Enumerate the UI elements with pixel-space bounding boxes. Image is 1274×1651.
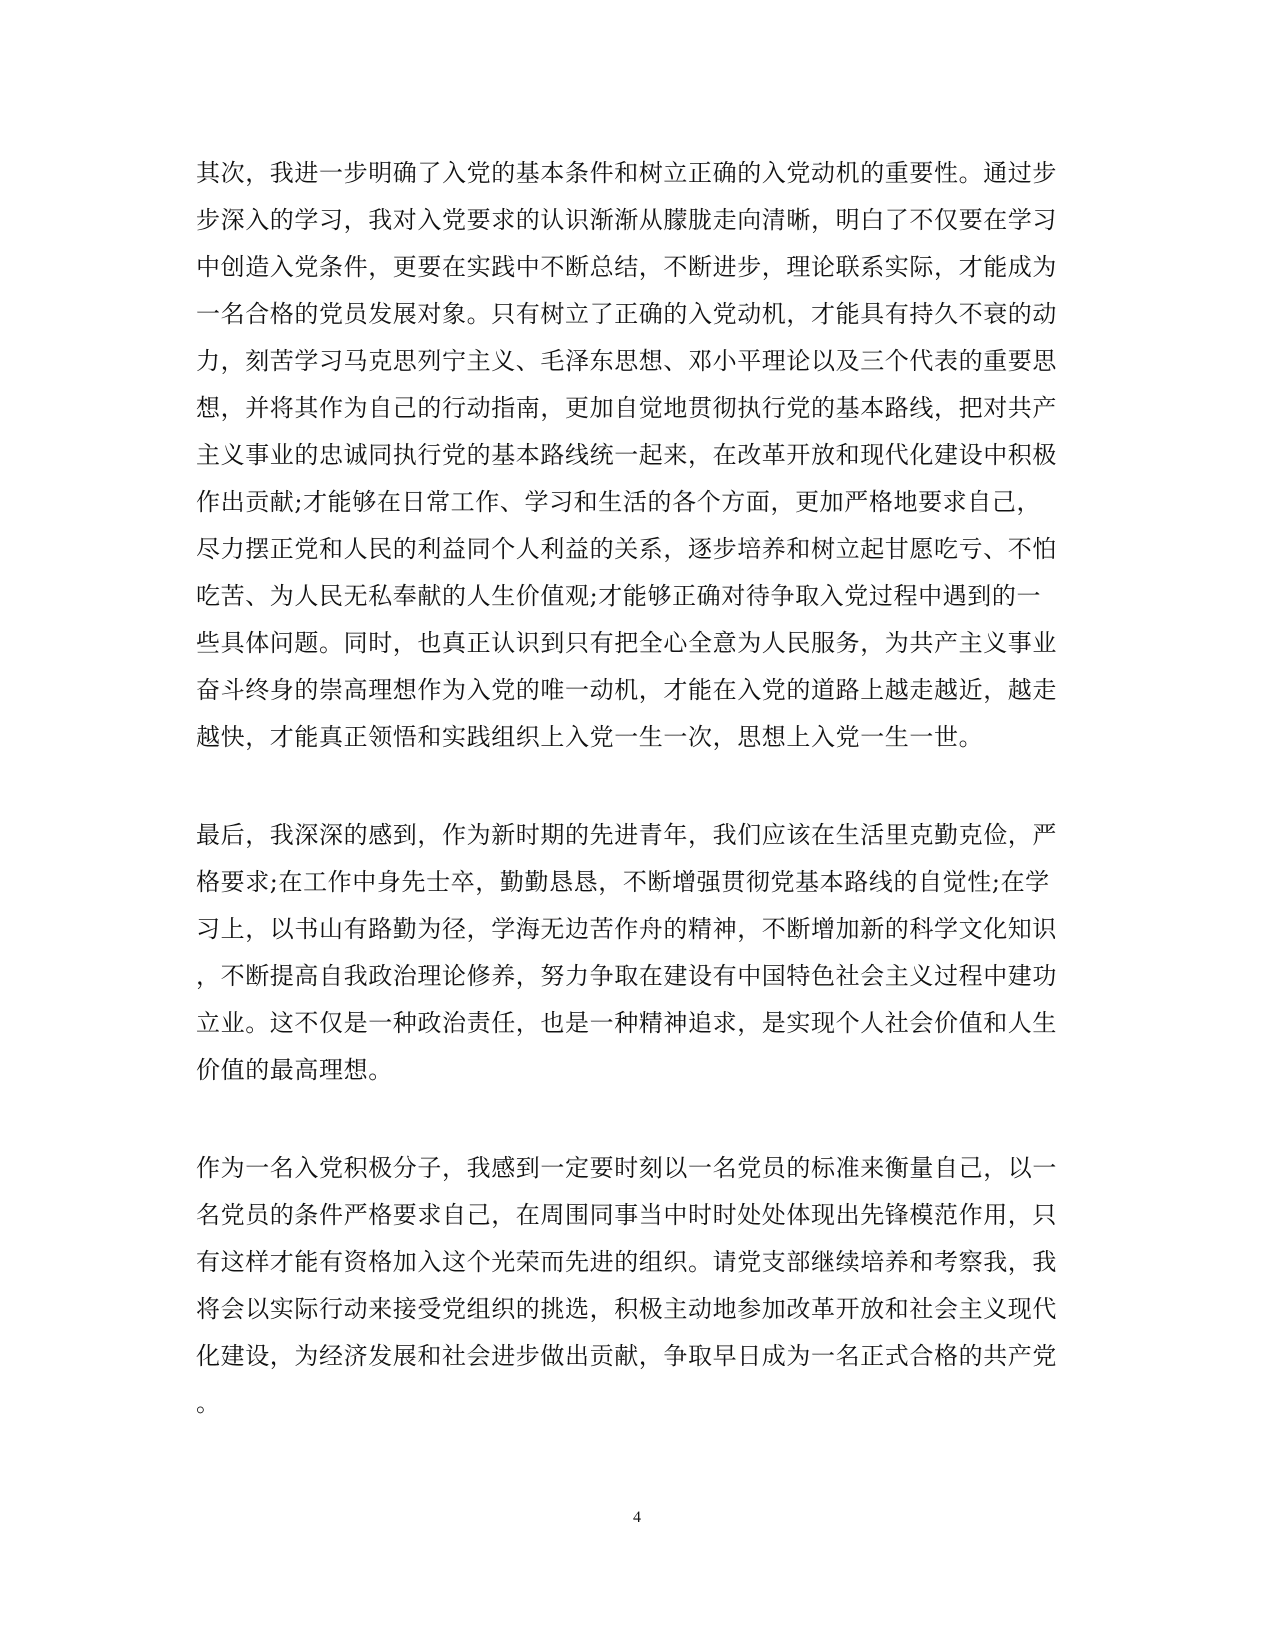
paragraph-line: 习上，以书山有路勤为径，学海无边苦作舟的精神，不断增加新的科学文化知识	[196, 915, 1057, 943]
paragraph-line: 价值的最高理想。	[196, 1056, 393, 1084]
paragraph-line: 格要求;在工作中身先士卒，勤勤恳恳，不断增强贯彻党基本路线的自觉性;在学	[196, 868, 1050, 896]
paragraph-line: 名党员的条件严格要求自己，在周围同事当中时时处处体现出先锋模范作用，只	[196, 1201, 1057, 1229]
paragraph-line: 。	[196, 1389, 221, 1417]
paragraph-line: 其次，我进一步明确了入党的基本条件和树立正确的入党动机的重要性。通过步	[196, 159, 1057, 187]
paragraph-line: 一名合格的党员发展对象。只有树立了正确的入党动机，才能具有持久不衰的动	[196, 300, 1057, 328]
paragraph-line: 将会以实际行动来接受党组织的挑选，积极主动地参加改革开放和社会主义现代	[196, 1295, 1057, 1323]
paragraph-line: 想，并将其作为自己的行动指南，更加自觉地贯彻执行党的基本路线，把对共产	[196, 394, 1057, 422]
paragraph-line: 些具体问题。同时，也真正认识到只有把全心全意为人民服务，为共产主义事业	[196, 629, 1057, 657]
paragraph-line: 作出贡献;才能够在日常工作、学习和生活的各个方面，更加严格地要求自己，	[196, 488, 1042, 516]
paragraph-line: 中创造入党条件，更要在实践中不断总结，不断进步，理论联系实际，才能成为	[196, 253, 1057, 281]
paragraph-line: 力，刻苦学习马克思列宁主义、毛泽东思想、邓小平理论以及三个代表的重要思	[196, 347, 1057, 375]
page-number: 4	[633, 1509, 641, 1526]
paragraph-line: 吃苦、为人民无私奉献的人生价值观;才能够正确对待争取入党过程中遇到的一	[196, 582, 1042, 610]
paragraph-line: 有这样才能有资格加入这个光荣而先进的组织。请党支部继续培养和考察我，我	[196, 1248, 1057, 1276]
paragraph-line: 最后，我深深的感到，作为新时期的先进青年，我们应该在生活里克勤克俭，严	[196, 821, 1057, 849]
paragraph-line: 立业。这不仅是一种政治责任，也是一种精神追求，是实现个人社会价值和人生	[196, 1009, 1057, 1037]
paragraph-line: 主义事业的忠诚同执行党的基本路线统一起来，在改革开放和现代化建设中积极	[196, 441, 1057, 469]
paragraph-line: 尽力摆正党和人民的利益同个人利益的关系，逐步培养和树立起甘愿吃亏、不怕	[196, 535, 1057, 563]
paragraph-line: 奋斗终身的崇高理想作为入党的唯一动机，才能在入党的道路上越走越近，越走	[196, 676, 1057, 704]
paragraph-line: ，不断提高自我政治理论修养，努力争取在建设有中国特色社会主义过程中建功	[196, 962, 1057, 990]
paragraph-line: 作为一名入党积极分子，我感到一定要时刻以一名党员的标准来衡量自己，以一	[196, 1154, 1057, 1182]
paragraph-line: 化建设，为经济发展和社会进步做出贡献，争取早日成为一名正式合格的共产党	[196, 1342, 1057, 1370]
paragraph-line: 步深入的学习，我对入党要求的认识渐渐从朦胧走向清晰，明白了不仅要在学习	[196, 206, 1057, 234]
paragraph-line: 越快，才能真正领悟和实践组织上入党一生一次，思想上入党一生一世。	[196, 723, 984, 751]
